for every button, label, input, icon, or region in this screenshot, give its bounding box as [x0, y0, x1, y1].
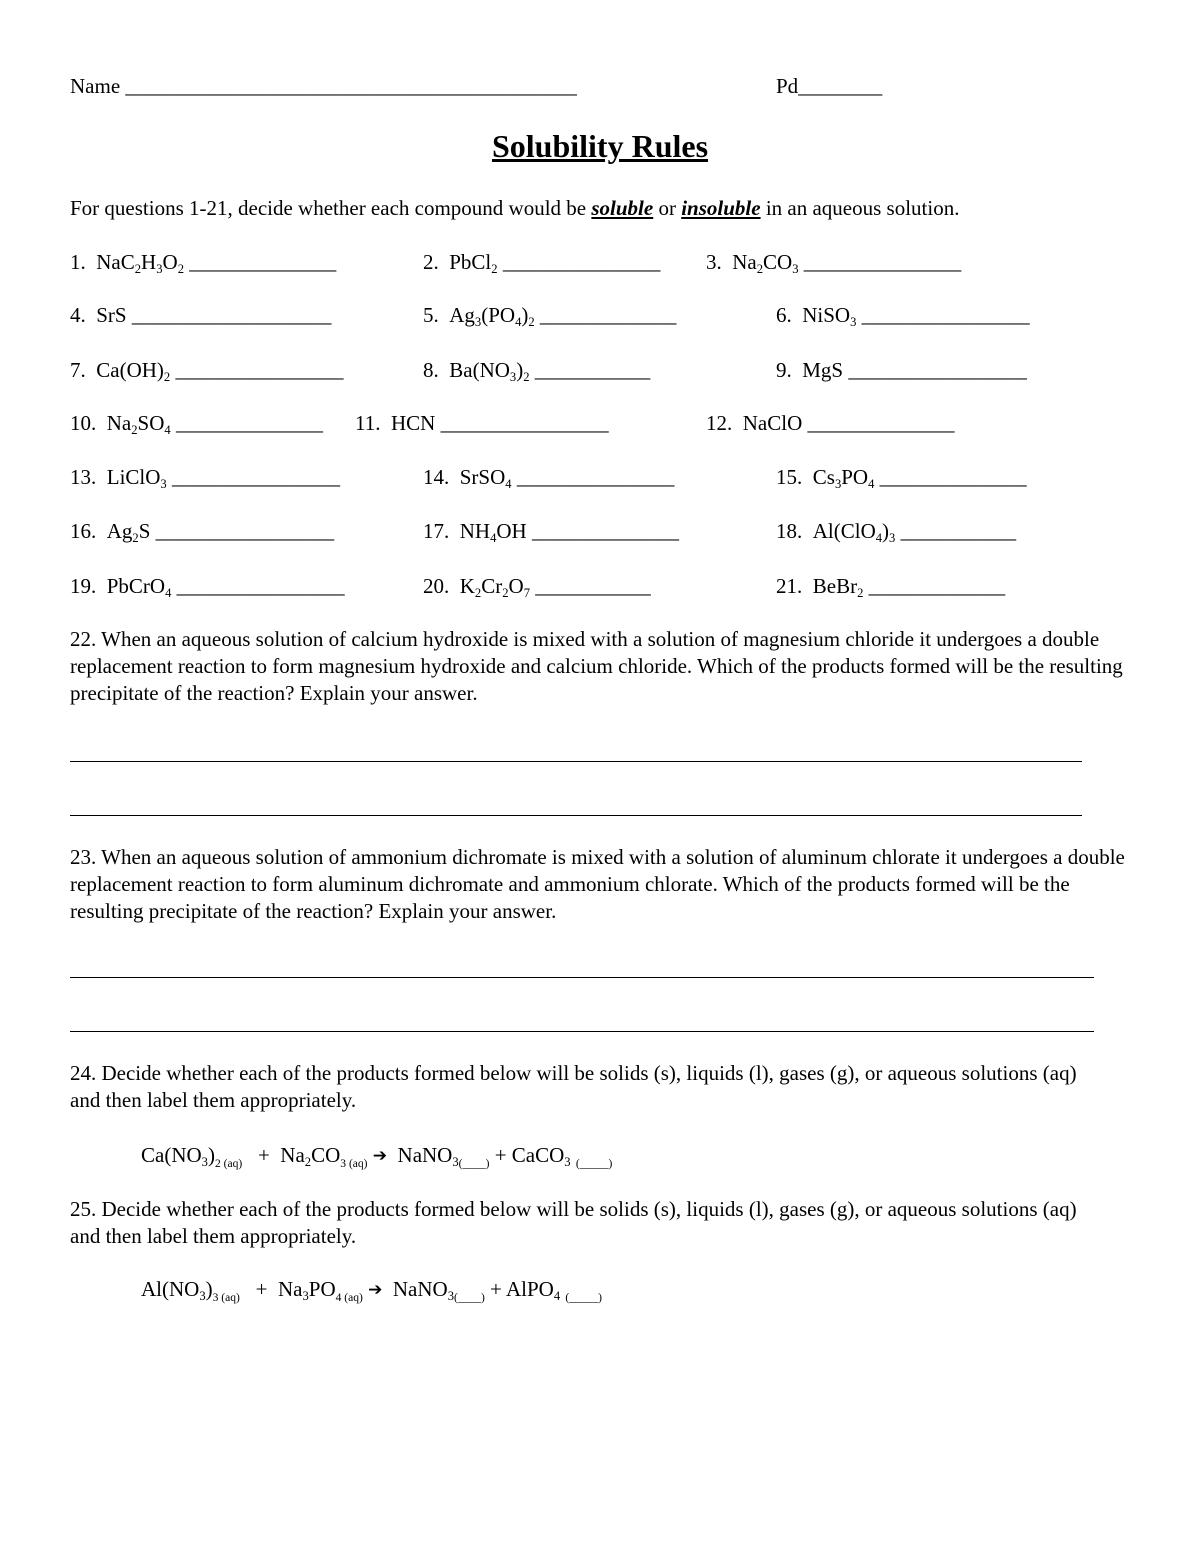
eq24-reactant2: Na	[280, 1143, 305, 1167]
arrow-icon: ➔	[372, 1146, 388, 1166]
answer-blank[interactable]: ________________	[861, 303, 1030, 327]
eq25-plus: +	[490, 1277, 502, 1301]
formula-text: Ag	[449, 303, 475, 327]
answer-blank[interactable]: ________________	[176, 574, 345, 598]
formula-subscript: 2	[132, 530, 139, 545]
question-22: 22. When an aqueous solution of calcium hydroxide is mixed with a solution of magnesium chloride it undergoes a double replacement reaction to form magnesium hydroxide and calcium chloride. Which of the products formed will be the resulting precipitate of the reaction? Explain your answer.	[70, 627, 1123, 705]
compound-formula	[107, 519, 151, 543]
formula-text: SrS	[96, 303, 127, 327]
formula-subscript: 2	[502, 585, 509, 600]
formula-text: NH	[459, 519, 491, 543]
eq24-sub: 3 (aq)	[340, 1158, 368, 1171]
question-20	[423, 574, 651, 599]
instructions-text-end: in an aqueous solution.	[760, 196, 960, 220]
compound-formula	[449, 358, 529, 382]
instructions-or: or	[653, 196, 682, 220]
formula-subscript: 4	[868, 476, 875, 491]
question-2	[423, 250, 660, 275]
formula-subscript: 2	[134, 261, 142, 276]
answer-blank[interactable]: ______________	[175, 411, 323, 435]
answer-blank[interactable]: ___________	[535, 574, 651, 598]
question-19	[70, 574, 345, 599]
compound-formula	[813, 574, 864, 598]
formula-text: BeBr	[812, 574, 858, 598]
question-23: 23. When an aqueous solution of ammonium dichromate is mixed with a solution of aluminum chlorate it undergoes a double replacement reaction to form aluminum dichromate and ammonium chlorate. Which of the products formed will be the resulting precipitate of the reaction? Explain your answer.	[70, 845, 1125, 923]
question-number: 13.	[70, 465, 97, 489]
answer-blank[interactable]: _______________	[803, 250, 962, 274]
question-7	[70, 358, 343, 383]
formula-text: NiSO	[802, 303, 851, 327]
eq24-sub: 3	[564, 1154, 571, 1169]
question-number: 17.	[423, 519, 450, 543]
compound-formula	[107, 411, 171, 435]
formula-text: SrSO	[459, 465, 506, 489]
eq24-paren: )	[207, 1143, 215, 1167]
page-title: Solubility Rules	[491, 128, 709, 164]
question-13	[70, 465, 340, 490]
question-5	[423, 303, 676, 328]
eq24-plus: +	[257, 1143, 270, 1167]
question-number: 8.	[423, 358, 439, 382]
eq25-plus: +	[255, 1277, 268, 1301]
formula-subscript: 2	[857, 585, 864, 600]
eq25-sub: 3 (aq)	[212, 1292, 240, 1305]
formula-subscript: 4	[165, 585, 172, 600]
formula-subscript: 2	[474, 585, 482, 600]
compound-formula	[813, 465, 875, 489]
eq25-sub: 3	[199, 1288, 206, 1303]
question-4	[70, 303, 331, 328]
answer-blank[interactable]: _________________	[848, 358, 1027, 382]
question-24: 24. Decide whether each of the products formed below will be solids (s), liquids (l), gases (g), or aqueous solutions (aq) and then label them appropriately.	[70, 1061, 1077, 1112]
question-number: 6.	[776, 303, 792, 327]
eq25-reactant2: Na	[277, 1277, 303, 1301]
answer-blank[interactable]: ___________________	[131, 303, 332, 327]
eq25-product1: NaNO	[392, 1277, 448, 1301]
eq25-product2: AlPO	[505, 1277, 554, 1301]
eq24-sub: 3	[452, 1154, 459, 1169]
formula-subscript: 4	[515, 314, 522, 329]
insoluble-keyword: insoluble	[681, 196, 761, 220]
formula-subscript: 3	[156, 261, 163, 276]
compound-formula	[460, 519, 527, 543]
formula-text: Al(ClO	[812, 519, 876, 543]
compound-formula	[460, 465, 512, 489]
question-17	[423, 519, 679, 544]
formula-subscript: 2	[131, 422, 138, 437]
answer-blank[interactable]: ________________	[171, 465, 340, 489]
question-number: 18.	[776, 519, 803, 543]
formula-subscript: 3	[474, 314, 482, 329]
question-number: 14.	[423, 465, 450, 489]
formula-text: Ca(OH)	[96, 358, 164, 382]
formula-subscript: 4	[875, 530, 883, 545]
formula-subscript: 3	[792, 261, 799, 276]
eq25-reactant2b: PO	[308, 1277, 336, 1301]
compound-formula	[802, 303, 856, 327]
formula-text: LiClO	[106, 465, 161, 489]
formula-text: PO	[841, 465, 869, 489]
formula-text: PbCrO	[106, 574, 166, 598]
question-number: 19.	[70, 574, 97, 598]
answer-blank[interactable]: _______________	[502, 250, 661, 274]
question-11	[355, 411, 609, 436]
formula-text: NaC	[96, 250, 135, 274]
answer-blank[interactable]: ______________	[879, 465, 1027, 489]
question-18	[776, 519, 1016, 544]
answer-line-22a[interactable]	[70, 761, 1082, 762]
compound-formula	[96, 250, 184, 274]
answer-blank[interactable]: ___________	[900, 519, 1017, 543]
eq24-reactant1: Ca(NO	[141, 1143, 202, 1167]
formula-text: OH	[496, 519, 527, 543]
eq24-reactant2b: CO	[311, 1143, 341, 1167]
question-number: 16.	[70, 519, 97, 543]
question-number: 11.	[355, 411, 381, 435]
compound-formula	[449, 250, 497, 274]
question-number: 3.	[706, 250, 722, 274]
equation-25	[141, 1277, 602, 1305]
formula-text: (PO	[481, 303, 516, 327]
compound-formula	[107, 465, 167, 489]
question-15	[776, 465, 1027, 490]
formula-subscript: 2	[491, 261, 498, 276]
question-8	[423, 358, 650, 383]
answer-line-23a[interactable]	[70, 977, 1094, 978]
compound-formula	[96, 358, 170, 382]
question-number: 10.	[70, 411, 97, 435]
eq25-sub: 3	[302, 1288, 309, 1303]
eq25-paren: )	[205, 1277, 213, 1301]
eq24-product1: NaNO	[397, 1143, 453, 1167]
formula-subscript: 2	[528, 314, 535, 329]
question-number: 4.	[70, 303, 86, 327]
question-25: 25. Decide whether each of the products formed below will be solids (s), liquids (l), gases (g), or aqueous solutions (aq) and then label them appropriately.	[70, 1197, 1077, 1248]
name-blank[interactable]: ___________________________________________	[125, 74, 577, 98]
soluble-keyword: soluble	[591, 196, 654, 220]
compound-formula	[460, 574, 530, 598]
compound-formula	[813, 519, 896, 543]
formula-text: Cr	[481, 574, 503, 598]
compound-formula	[391, 411, 435, 435]
formula-subscript: 3	[160, 476, 167, 491]
question-number: 7.	[70, 358, 86, 382]
formula-text: )	[882, 519, 890, 543]
eq25-sub: 3	[447, 1288, 454, 1303]
answer-blank[interactable]: ___________	[534, 358, 651, 382]
period-field[interactable]	[776, 74, 882, 99]
compound-formula	[96, 303, 126, 327]
formula-text: HCN	[390, 411, 436, 435]
formula-subscript: 2	[756, 261, 764, 276]
question-number: 9.	[776, 358, 792, 382]
formula-text: )	[521, 303, 529, 327]
instructions	[70, 196, 959, 221]
eq25-state-blank-2[interactable]: (_____)	[565, 1292, 602, 1305]
formula-text: MgS	[802, 358, 844, 382]
question-number: 1.	[70, 250, 86, 274]
answer-line-23b[interactable]	[70, 1031, 1094, 1032]
question-14	[423, 465, 674, 490]
answer-blank[interactable]: ______________	[531, 519, 679, 543]
question-10	[70, 411, 323, 436]
answer-blank[interactable]: ______________	[807, 411, 955, 435]
formula-text: Na	[732, 250, 757, 274]
arrow-icon: ➔	[368, 1280, 383, 1300]
formula-text: Ag	[106, 519, 133, 543]
formula-text: CO	[763, 250, 793, 274]
question-6	[776, 303, 1030, 328]
answer-line-22b[interactable]	[70, 815, 1082, 816]
eq25-sub: 4	[553, 1288, 561, 1303]
question-3	[706, 250, 961, 275]
compound-formula	[449, 303, 534, 327]
question-number: 2.	[423, 250, 439, 274]
answer-blank[interactable]: ________________	[175, 358, 344, 382]
formula-text: )	[516, 358, 524, 382]
question-number: 5.	[423, 303, 439, 327]
formula-subscript: 3	[850, 314, 857, 329]
question-12	[706, 411, 955, 436]
eq24-plus: +	[494, 1143, 507, 1167]
formula-text: SO	[137, 411, 165, 435]
compound-formula	[732, 250, 798, 274]
question-21	[776, 574, 1005, 599]
formula-subscript: 4	[164, 422, 171, 437]
period-blank[interactable]: ________	[798, 74, 883, 98]
eq24-state-blank-2[interactable]: (_____)	[575, 1158, 613, 1171]
formula-text: Na	[106, 411, 132, 435]
answer-blank[interactable]: _____________	[868, 574, 1006, 598]
equation-24	[141, 1143, 613, 1171]
question-1	[70, 250, 336, 275]
formula-text: PbCl	[449, 250, 492, 274]
formula-subscript: 3	[889, 530, 896, 545]
question-number: 20.	[423, 574, 450, 598]
answer-blank[interactable]: ________________	[440, 411, 609, 435]
formula-text: Ba(NO	[449, 358, 510, 382]
eq24-sub: 2 (aq)	[214, 1158, 243, 1171]
formula-text: O	[162, 250, 178, 274]
formula-subscript: 2	[523, 369, 530, 384]
formula-subscript: 2	[163, 369, 171, 384]
compound-formula	[802, 358, 843, 382]
eq24-state-blank-1[interactable]: (____)	[458, 1158, 490, 1171]
compound-formula	[743, 411, 803, 435]
eq24-sub: 3	[201, 1154, 208, 1169]
compound-formula	[107, 574, 172, 598]
question-number: 15.	[776, 465, 803, 489]
formula-subscript: 7	[523, 585, 530, 600]
formula-text: O	[508, 574, 524, 598]
eq24-sub: 2	[304, 1154, 312, 1169]
eq24-product2: CaCO	[511, 1143, 565, 1167]
formula-text: H	[141, 250, 157, 274]
question-number: 21.	[776, 574, 803, 598]
answer-blank[interactable]: ______________	[189, 250, 337, 274]
formula-subscript: 3	[834, 476, 842, 491]
question-number: 12.	[706, 411, 733, 435]
name-label: Name	[70, 74, 121, 98]
formula-text: NaClO	[742, 411, 803, 435]
formula-subscript: 3	[509, 369, 517, 384]
eq25-sub: 4 (aq)	[335, 1292, 363, 1305]
answer-blank[interactable]: _________________	[155, 519, 335, 543]
name-field[interactable]	[70, 74, 577, 99]
answer-blank[interactable]: _______________	[516, 465, 675, 489]
formula-subscript: 4	[490, 530, 497, 545]
formula-text: K	[459, 574, 475, 598]
question-9	[776, 358, 1027, 383]
formula-text: S	[138, 519, 151, 543]
period-label: Pd	[776, 74, 799, 98]
instructions-text: For questions 1-21, decide whether each compound would be	[70, 196, 592, 220]
eq25-reactant1: Al(NO	[141, 1277, 200, 1301]
question-16	[70, 519, 334, 544]
eq25-state-blank-1[interactable]: (____)	[454, 1292, 485, 1305]
formula-subscript: 2	[177, 261, 184, 276]
formula-text: Cs	[812, 465, 835, 489]
answer-blank[interactable]: _____________	[539, 303, 677, 327]
formula-subscript: 4	[505, 476, 512, 491]
